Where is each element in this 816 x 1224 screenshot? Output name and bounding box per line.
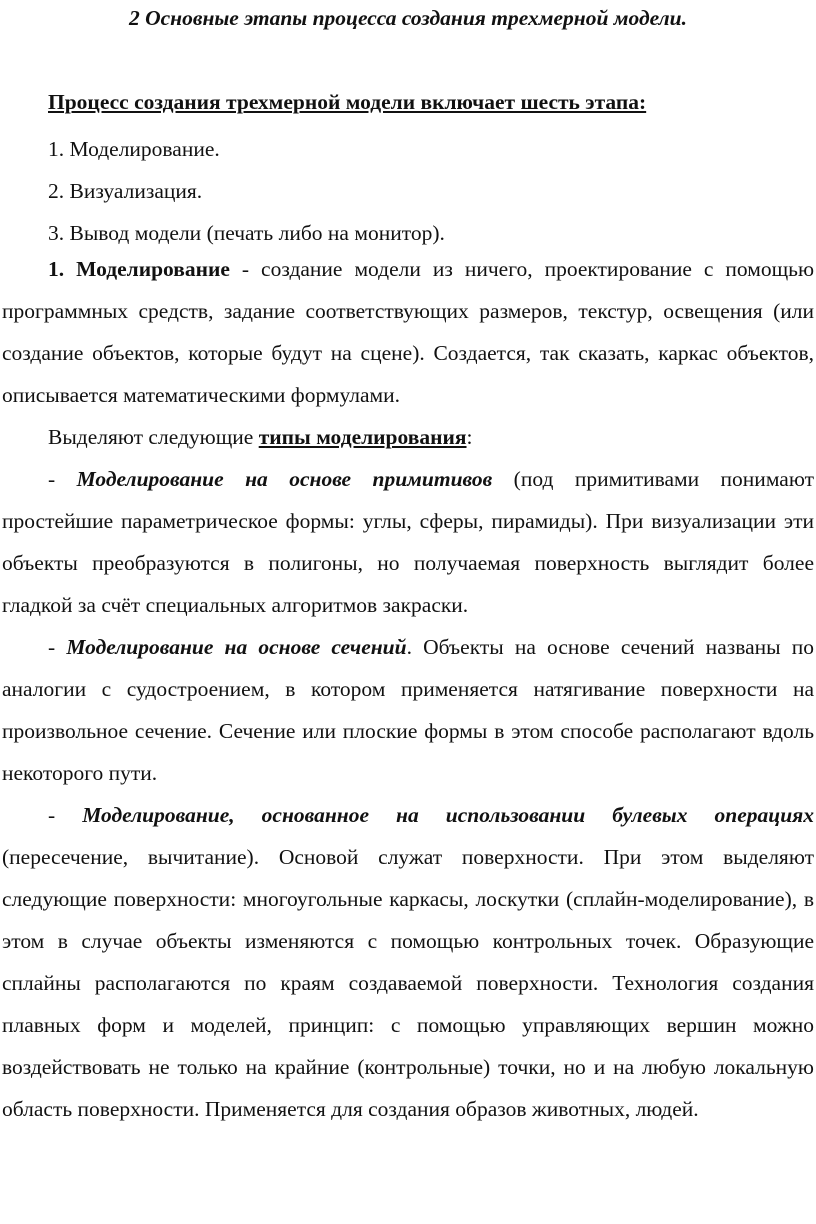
paragraph-sections	[2, 626, 814, 794]
list-item: 2. Визуализация.	[48, 179, 203, 203]
paragraph-prefix: Выделяют следующие	[48, 425, 259, 449]
section-heading: Процесс создания трехмерной модели включает шесть этапа:	[48, 90, 647, 114]
body-text	[2, 248, 814, 1130]
paragraph-text: (пересечение, вычитание). Основой служат поверхности. При этом выделяют следующие поверхности: многоугольные каркасы, лоскутки (сплайн-моделирование), в этом в случае объекты изменяются с помощью контрольных точек. Образующие сплайны располагаются по краям создаваемой поверхности. Технология создания плавных форм и моделей, принцип: с помощью управляющих вершин можно воздействовать не только на крайние (контрольные) точки, но и на любую локальную область поверхности. Применяется для создания образов животных, людей.	[2, 845, 814, 1121]
term-sections: Моделирование на основе сечений	[66, 635, 407, 659]
stages-list	[48, 128, 445, 254]
term-boolean: Моделирование, основанное на использовании булевых операциях	[82, 803, 814, 827]
paragraph-prefix: -	[48, 635, 67, 659]
paragraph-text: - создание модели из ничего, проектирование с помощью программных средств, задание соответствующих размеров, текстур, освещения (или создание объектов, которые будут на сцене). Создается, так сказать, каркас объектов, описывается математическими формулами.	[2, 257, 815, 407]
paragraph-modeling	[2, 248, 814, 416]
paragraph-prefix: -	[48, 803, 83, 827]
paragraph-text: (под примитивами понимают простейшие параметрическое формы: углы, сферы, пирамиды). При визуализации эти объекты преобразуются в полигоны, но получаемая поверхность выглядит более гладкой за счёт специальных алгоритмов закраски.	[2, 467, 814, 617]
page-title: 2 Основные этапы процесса создания трехмерной модели.	[128, 6, 688, 30]
paragraph-primitives	[2, 458, 814, 626]
paragraph-prefix: -	[48, 467, 77, 491]
list-item: 3. Вывод модели (печать либо на монитор).	[48, 221, 445, 245]
paragraph-text: . Объекты на основе сечений названы по аналогии с судостроением, в котором применяется натягивание поверхности на произвольное сечение. Сечение или плоские формы в этом способе располагают вдоль некоторого пути.	[2, 635, 814, 785]
term-modeling: 1. Моделирование	[48, 257, 230, 281]
term-primitives: Моделирование на основе примитивов	[76, 467, 493, 491]
list-item: 1. Моделирование.	[48, 137, 220, 161]
paragraph-suffix: :	[466, 425, 473, 449]
paragraph-boolean	[2, 794, 814, 1130]
term-types: типы моделирования	[258, 425, 467, 449]
paragraph-types	[2, 416, 814, 458]
